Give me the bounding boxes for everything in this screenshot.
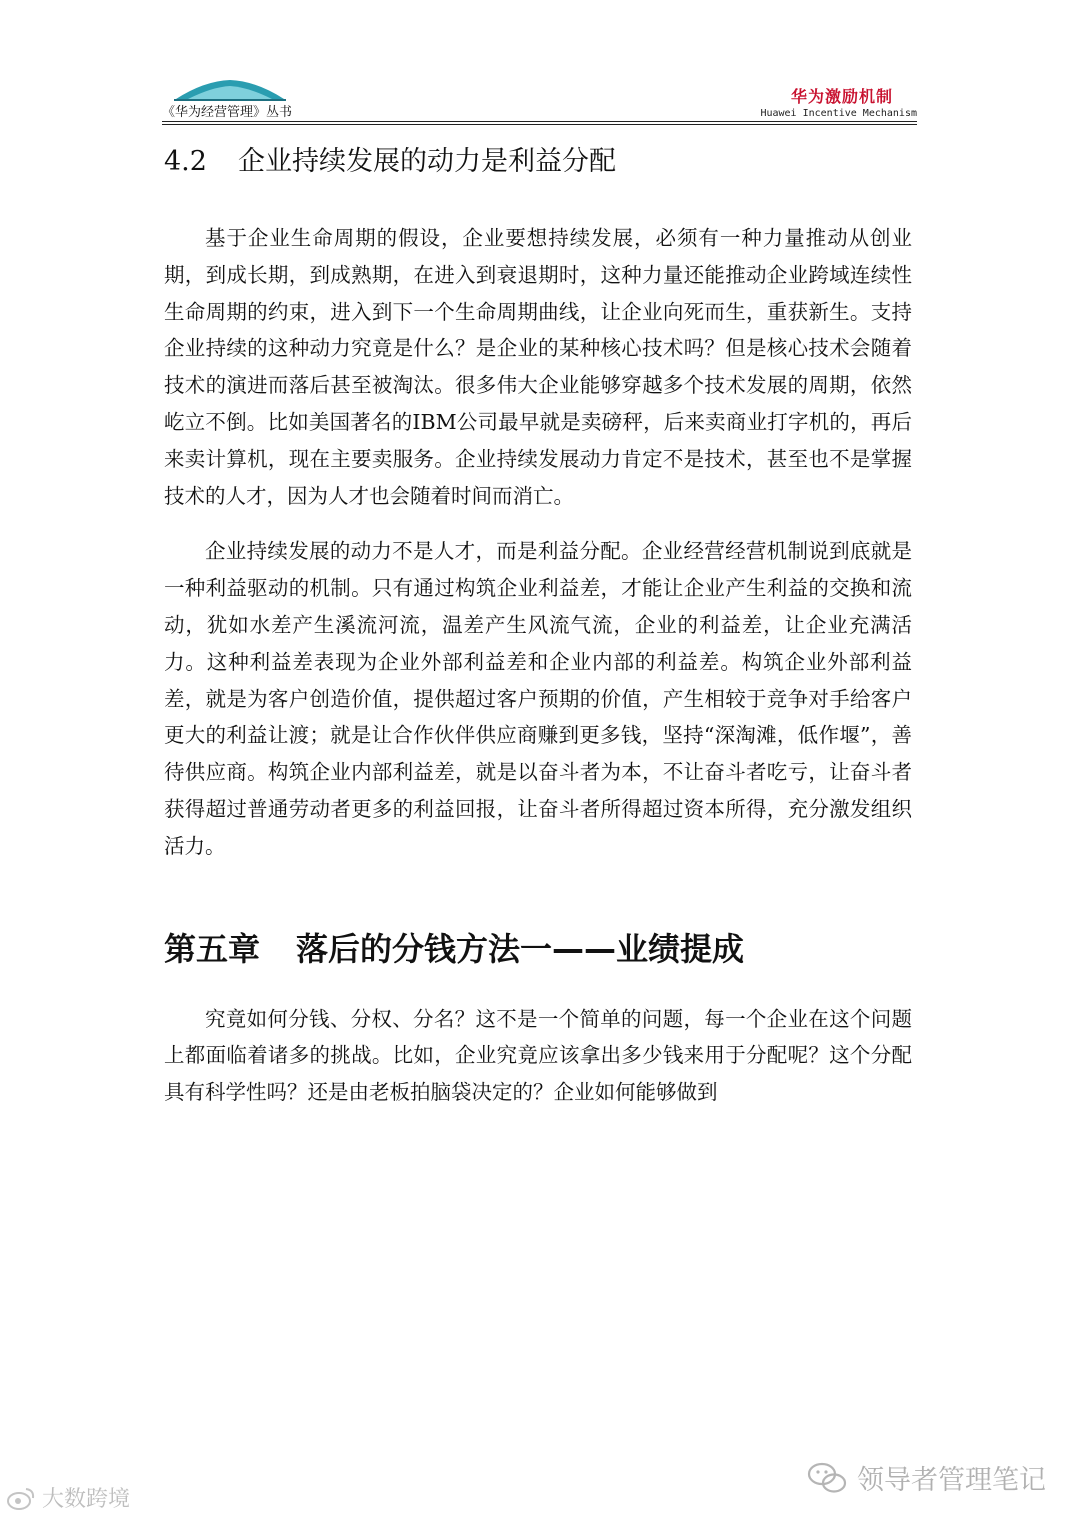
section-heading — [164, 142, 912, 182]
header-rule — [162, 121, 917, 122]
brand-title-en: Huawei Incentive Mechanism — [760, 108, 917, 119]
book-series-label: 《华为经营管理》丛书 — [162, 105, 293, 120]
body-paragraph: 究竟如何分钱、分权、分名？这不是一个简单的问题，每一个企业在这个问题上都面临着诸多的挑战。比如，企业究竟应该拿出多少钱来用于分配呢？这个分配具有科学性吗？还是由老板拍脑袋决定的？企业如何能够做到 — [164, 1006, 912, 1105]
section-number: 4.2 — [164, 146, 207, 177]
chapter-number: 第五章 — [164, 929, 261, 968]
mountain-logo-icon — [174, 77, 286, 103]
wechat-icon — [807, 1461, 847, 1495]
section-title: 企业持续发展的动力是利益分配 — [238, 146, 616, 177]
watermark-right — [807, 1458, 1046, 1497]
chapter-heading — [164, 925, 912, 973]
chapter-title: 落后的分钱方法一——业绩提成 — [296, 929, 745, 968]
body-paragraph: 企业持续发展的动力不是人才，而是利益分配。企业经营经营机制说到底就是一种利益驱动的机制。只有通过构筑企业利益差，才能让企业产生利益的交换和流动，犹如水差产生溪流河流，温差产生风流气流，企业的利益差，让企业充满活力。这种利益差表现为企业外部利益差和企业内部的利益差。构筑企业外部利益差，就是为客户创造价值，提供超过客户预期的价值，产生相较于竞争对手给客户更大的利益让渡；就是让合作伙伴供应商赚到更多钱，坚持“深淘滩，低作堰”，善待供应商。构筑企业内部利益差，就是以奋斗者为本，不让奋斗者吃亏，让奋斗者获得超过普通劳动者更多的利益回报，让奋斗者所得超过资本所得，充分激发组织活力。 — [164, 539, 912, 858]
header-rule-secondary — [162, 124, 917, 125]
watermark-left — [6, 1482, 130, 1513]
body-paragraph: 基于企业生命周期的假设，企业要想持续发展，必须有一种力量推动从创业期，到成长期，到成熟期，在进入到衰退期时，这种力量还能推动企业跨域连续性生命周期的约束，进入到下一个生命周期曲线，让企业向死而生，重获新生。支持企业持续的这种动力究竟是什么？是企业的某种核心技术吗？但是核心技术会随着技术的演进而落后甚至被淘汰。很多伟大企业能够穿越多个技术发展的周期，依然屹立不倒。比如美国著名的IBM公司最早就是卖磅秤，后来卖商业打字机的，再后来卖计算机，现在主要卖服务。企业持续发展动力肯定不是技术，甚至也不是掌握技术的人才，因为人才也会随着时间而消亡。 — [164, 226, 912, 508]
watermark-right-text: 领导者管理笔记 — [857, 1465, 1046, 1496]
brand-title-cn: 华为激励机制 — [790, 87, 893, 106]
page-content — [164, 140, 912, 1111]
watermark-left-text: 大数跨境 — [42, 1487, 131, 1512]
weibo-icon — [6, 1485, 36, 1511]
page-header — [162, 74, 917, 126]
